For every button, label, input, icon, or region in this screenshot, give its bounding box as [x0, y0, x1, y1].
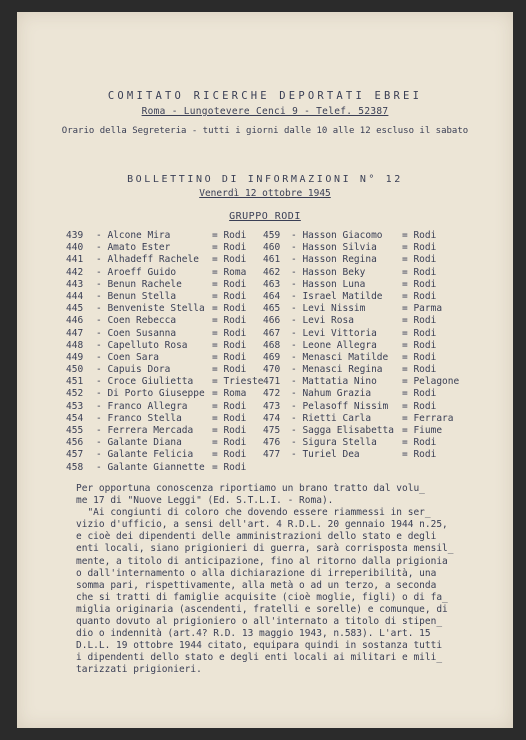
- entry-city: = Rodi: [212, 290, 247, 302]
- entry-number: 474: [263, 412, 281, 424]
- list-row: [66, 437, 506, 449]
- entry-number: 460: [263, 242, 281, 254]
- entry-city: = Pelagone: [402, 376, 460, 388]
- list-row: [66, 291, 506, 303]
- entry-number: 468: [263, 339, 281, 351]
- entry-name: - Hasson Beky: [291, 266, 366, 278]
- entry-name: - Sagga Elisabetta: [291, 425, 394, 436]
- entry-name: - Alcone Mira: [96, 230, 171, 241]
- entry-city: = Rodi: [402, 437, 437, 449]
- entry-name: - Coen Susanna: [96, 327, 177, 339]
- entry-name: - Coen Rebecca: [96, 315, 177, 327]
- entry-city: = Rodi: [402, 449, 437, 461]
- entry-name: - Benveniste Stella: [96, 303, 205, 315]
- entry-name: - Croce Giulietta: [96, 376, 194, 388]
- entry-name: - Aroeff Guido: [96, 266, 177, 278]
- entry-name: - Levi Rosa: [291, 315, 354, 327]
- entry-city: = Rodi: [402, 290, 437, 302]
- list-row: [66, 462, 506, 474]
- list-row: [66, 279, 506, 291]
- entry-number: 477: [263, 449, 281, 461]
- entry-number: 448: [66, 339, 84, 351]
- entry-city: = Rodi: [212, 437, 247, 449]
- entry-name: - Levi Vittoria: [291, 327, 377, 339]
- list-row: [66, 242, 506, 254]
- entry-number: 443: [66, 278, 84, 290]
- entry-name: - Nahum Grazia: [291, 388, 372, 400]
- entry-name: - Menasci Regina: [291, 364, 383, 376]
- entry-city: = Parma: [402, 303, 443, 315]
- entry-number: 450: [66, 364, 84, 376]
- entry-number: 472: [263, 388, 281, 400]
- deportee-list: [66, 230, 506, 474]
- entry-number: 476: [263, 437, 281, 449]
- entry-city: = Rodi: [212, 242, 247, 254]
- entry-name: - Galante Giannette: [96, 461, 205, 473]
- entry-name: - Capelluto Rosa: [96, 339, 188, 351]
- entry-number: 447: [66, 327, 84, 339]
- list-row: [66, 449, 506, 461]
- entry-name: - Menasci Matilde: [291, 351, 389, 363]
- entry-name: - Sigura Stella: [291, 437, 377, 449]
- list-row: [66, 267, 506, 279]
- entry-name: - Israel Matilde: [291, 290, 383, 302]
- entry-name: - Alhadeff Rachele: [96, 254, 199, 266]
- list-row: [66, 328, 506, 340]
- entry-name: - Pelasoff Nissim: [291, 400, 389, 412]
- list-row: [66, 303, 506, 315]
- entry-name: - Hasson Silvia: [291, 242, 377, 254]
- office-hours: Orario della Segreteria - tutti i giorni dalle 10 alle 12 escluso il sabato: [61, 126, 469, 136]
- entry-number: 454: [66, 412, 84, 424]
- entry-name: - Rietti Carla: [291, 412, 372, 424]
- list-row: [66, 376, 506, 388]
- list-row: [66, 364, 506, 376]
- entry-city: = Rodi: [212, 278, 247, 290]
- entry-name: - Hasson Luna: [291, 278, 366, 290]
- entry-city: = Rodi: [212, 461, 247, 473]
- entry-city: = Rodi: [212, 230, 247, 241]
- entry-number: 444: [66, 290, 84, 302]
- entry-number: 455: [66, 425, 84, 436]
- entry-city: = Rodi: [402, 266, 437, 278]
- entry-number: 466: [263, 315, 281, 327]
- entry-number: 446: [66, 315, 84, 327]
- section-heading: GRUPPO RODI: [229, 211, 301, 222]
- entry-number: 453: [66, 400, 84, 412]
- entry-number: 439: [66, 230, 84, 241]
- entry-city: = Rodi: [212, 425, 247, 436]
- entry-city: = Rodi: [212, 303, 247, 315]
- entry-name: - Benun Stella: [96, 290, 177, 302]
- entry-city: = Rodi: [402, 364, 437, 376]
- entry-number: 449: [66, 351, 84, 363]
- entry-number: 462: [263, 266, 281, 278]
- entry-city: = Rodi: [212, 254, 247, 266]
- list-row: [66, 388, 506, 400]
- entry-number: 442: [66, 266, 84, 278]
- entry-number: 470: [263, 364, 281, 376]
- entry-name: - Franco Stella: [96, 412, 182, 424]
- entry-city: = Fiume: [402, 425, 443, 436]
- entry-city: = Rodi: [402, 388, 437, 400]
- list-row: [66, 352, 506, 364]
- entry-city: = Rodi: [402, 351, 437, 363]
- entry-name: - Ferrera Mercada: [96, 425, 194, 436]
- entry-number: 464: [263, 290, 281, 302]
- entry-number: 473: [263, 400, 281, 412]
- entry-city: = Rodi: [212, 400, 247, 412]
- entry-city: = Rodi: [212, 339, 247, 351]
- entry-number: 456: [66, 437, 84, 449]
- entry-number: 458: [66, 461, 84, 473]
- entry-number: 463: [263, 278, 281, 290]
- entry-number: 469: [263, 351, 281, 363]
- entry-city: = Rodi: [402, 339, 437, 351]
- list-row: [66, 230, 506, 242]
- list-row: [66, 425, 506, 437]
- entry-name: - Benun Rachele: [96, 278, 182, 290]
- legal-excerpt: Per opportuna conoscenza riportiamo un brano tratto dal volu_ me 17 di "Nuove Leggi" (Ed. S.T.L.I. - Roma). "Ai congiunti di coloro che dovendo essere riammessi in ser_ vizio d'ufficio, a sensi dell'art. 4 R.D.L. 20 gennaio 1944 n.25, e cioè dei dipendenti delle amministrazioni dello stato e degli enti locali, siano prigionieri di guerra, sarà corrisposta mensil_ mente, a titolo di anticipazione, fino al ritorno dalla prigionia o dall'internamento o alla dichiarazione di irreperibilità, una somma pari, rispettivamente, alla metà o ad un terzo, a seconda che si tratti di famiglie acquisite (cioè moglie, figli) o di fa_ miglia originaria (ascendenti, fratelli e sorelle) e comunque, di quanto dovuto al prigioniero o all'internato a titolo di stipen_ dio o indennità (art.4? R.D. 13 maggio 1943, n.583). L'art. 15 D.L.L. 19 ottobre 1944 citato, equipara quindi in sostanza tutti i dipendenti dello stato e degli enti locali ai militari e mili_ tarizzati prigionieri.: [76, 483, 454, 676]
- entry-name: - Galante Felicia: [96, 449, 194, 461]
- entry-city: = Rodi: [212, 364, 247, 376]
- entry-number: 465: [263, 303, 281, 315]
- entry-city: = Roma: [212, 266, 247, 278]
- list-row: [66, 401, 506, 413]
- entry-number: 441: [66, 254, 84, 266]
- entry-city: = Rodi: [402, 254, 437, 266]
- entry-name: - Galante Diana: [96, 437, 182, 449]
- entry-name: - Franco Allegra: [96, 400, 188, 412]
- entry-name: - Hasson Giacomo: [291, 230, 383, 241]
- entry-city: = Rodi: [402, 315, 437, 327]
- entry-number: 451: [66, 376, 84, 388]
- entry-name: - Di Porto Giuseppe: [96, 388, 205, 400]
- entry-city: = Rodi: [402, 230, 437, 241]
- entry-number: 475: [263, 425, 281, 436]
- entry-city: = Rodi: [212, 449, 247, 461]
- entry-number: 461: [263, 254, 281, 266]
- list-row: [66, 315, 506, 327]
- entry-number: 445: [66, 303, 84, 315]
- entry-city: = Rodi: [402, 400, 437, 412]
- committee-address: Roma - Lungotevere Cenci 9 - Telef. 52387: [141, 106, 389, 117]
- entry-name: - Hasson Regina: [291, 254, 377, 266]
- entry-name: - Mattatia Nino: [291, 376, 377, 388]
- list-row: [66, 413, 506, 425]
- entry-name: - Coen Sara: [96, 351, 159, 363]
- entry-city: = Roma: [212, 388, 247, 400]
- bulletin-title: BOLLETTINO DI INFORMAZIONI N° 12: [127, 174, 403, 185]
- entry-number: 440: [66, 242, 84, 254]
- entry-name: - Capuis Dora: [96, 364, 171, 376]
- committee-title: COMITATO RICERCHE DEPORTATI EBREI: [107, 90, 423, 102]
- entry-city: = Trieste: [212, 376, 264, 388]
- entry-number: 471: [263, 376, 281, 388]
- document-page: [17, 12, 513, 728]
- list-row: [66, 340, 506, 352]
- entry-city: = Rodi: [212, 351, 247, 363]
- entry-city: = Rodi: [212, 315, 247, 327]
- entry-name: - Leone Allegra: [291, 339, 377, 351]
- entry-number: 452: [66, 388, 84, 400]
- entry-city: = Rodi: [402, 278, 437, 290]
- entry-city: = Ferrara: [402, 412, 454, 424]
- entry-name: - Levi Nissim: [291, 303, 366, 315]
- entry-number: 459: [263, 230, 281, 241]
- entry-name: - Turiel Dea: [291, 449, 360, 461]
- bulletin-date: Venerdì 12 ottobre 1945: [199, 188, 331, 199]
- list-row: [66, 254, 506, 266]
- entry-city: = Rodi: [212, 412, 247, 424]
- entry-number: 467: [263, 327, 281, 339]
- entry-number: 457: [66, 449, 84, 461]
- entry-city: = Rodi: [402, 327, 437, 339]
- entry-city: = Rodi: [212, 327, 247, 339]
- entry-name: - Amato Ester: [96, 242, 171, 254]
- entry-city: = Rodi: [402, 242, 437, 254]
